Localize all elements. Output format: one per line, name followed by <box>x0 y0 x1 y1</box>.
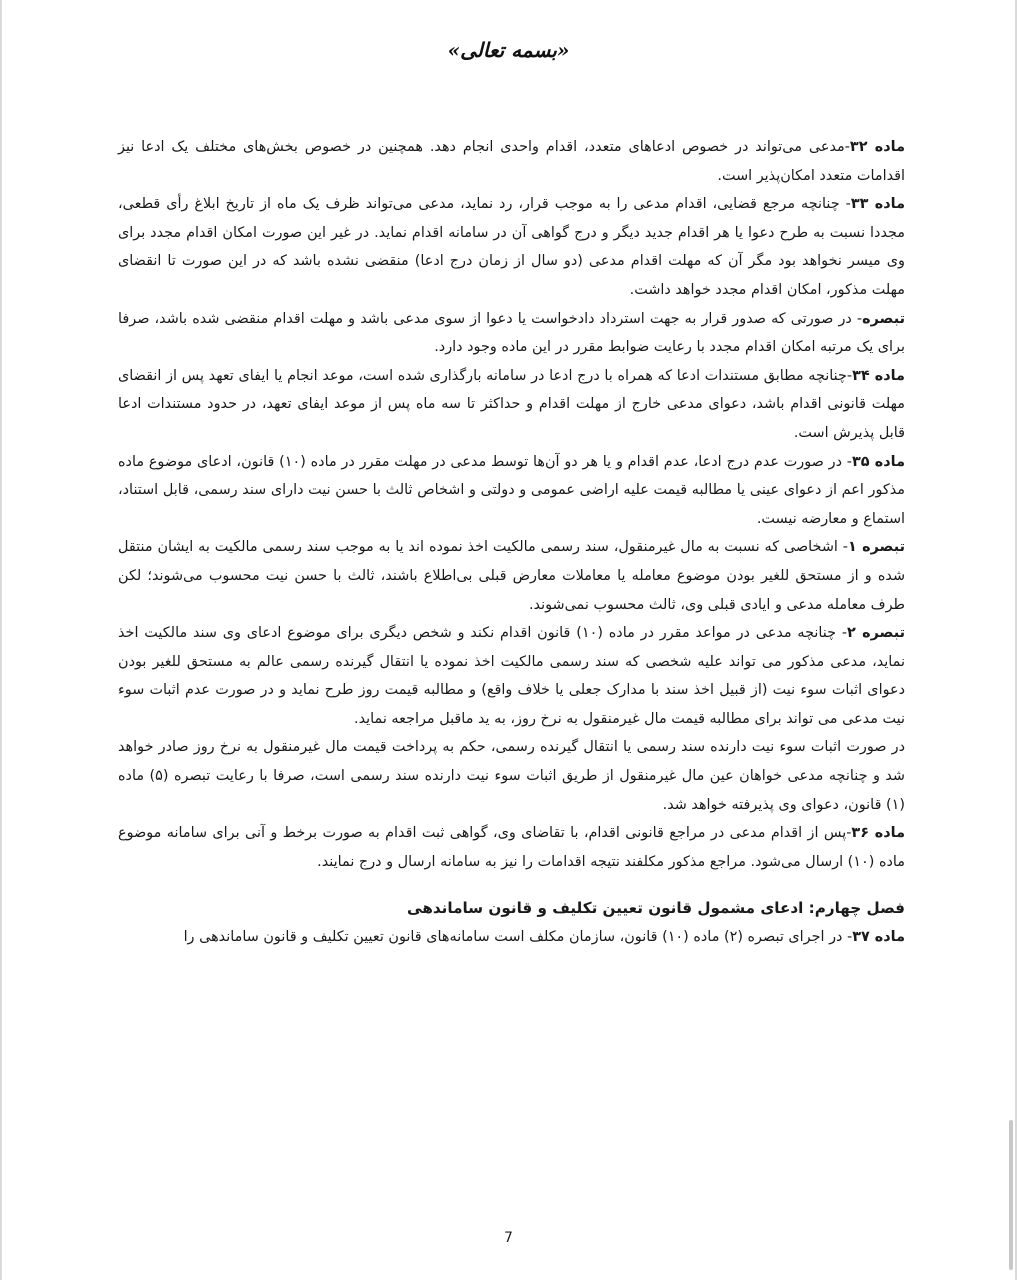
article-label: ماده ۳۶ <box>851 825 905 842</box>
note-label: تبصره ۲ <box>847 625 905 642</box>
article-35 <box>118 448 905 534</box>
note-text: - چنانچه مدعی در مواعد مقرر در ماده (۱۰) قانون اقدام نکند و شخص دیگری برای موضوع ادعای وی سند مالکیت اخذ نماید، مدعی مذکور می تواند علیه شخصی که سند رسمی مالکیت اخذ نموده یا انتقال گیرنده رسمی عالم به مستحق للغیر بودن دعوای اثبات سوء نیت (از قبیل اخذ سند با مدارک جعلی یا خلاف واقع) و مطالبه قیمت روز طرح نماید و در صورت عدم اثبات سوء نیت مدعی می تواند برای مطالبه قیمت مال غیرمنقول به نرخ روز، به ید ماقبل مراجعه نماید. <box>118 625 905 727</box>
document-body <box>118 133 905 952</box>
note-label: تبصره <box>862 310 905 327</box>
article-label: ماده ۳۵ <box>852 453 905 470</box>
article-text: -چنانچه مطابق مستندات ادعا که همراه با درج ادعا در سامانه بارگذاری شده است، موعد انجام یا ایفای تعهد پس از انقضای مهلت قانونی اقدام باشد، دعوای مدعی خارج از مهلت اقدام و حداکثر تا سه ماه پس از موعد ایفای تعهد، در حدود مستندات ادعا قابل پذیرش است. <box>118 367 905 441</box>
chapter-heading: فصل چهارم: ادعای مشمول قانون تعیین تکلیف و قانون ساماندهی <box>407 899 905 918</box>
page-number: 7 <box>504 1230 513 1246</box>
article-label: ماده ۳۲ <box>849 139 905 155</box>
article-32 <box>118 133 905 190</box>
note-2-continuation <box>118 733 905 819</box>
article-text: - در صورت عدم درج ادعا، عدم اقدام و یا هر دو آن‌ها توسط مدعی در مهلت مقرر در ماده (۱۰) قانون، ادعای موضوع ماده مذکور اعم از دعوای عینی یا مطالبه قیمت علیه اراضی عمومی و دولتی و اشخاص ثالث با حسن نیت دارای سند رسمی، قابل استناد، استماع و معارضه نیست. <box>118 453 905 527</box>
section-spacer <box>118 876 905 894</box>
scrollbar-thumb[interactable] <box>1009 1120 1013 1270</box>
article-label: ماده ۳۷ <box>852 929 905 946</box>
note-1-article-35 <box>118 533 905 619</box>
note-article-33 <box>118 305 905 362</box>
article-label: ماده ۳۳ <box>850 196 905 213</box>
article-36 <box>118 819 905 876</box>
note-text: - در صورتی که صدور قرار به جهت استرداد دادخواست یا دعوا از سوی مدعی باشد و مهلت اقدام منقضی شده باشد، صرفا برای یک مرتبه امکان اقدام مجدد با رعایت ضوابط مقرر در این ماده وجود دارد. <box>118 310 905 356</box>
article-text: -مدعی می‌تواند در خصوص ادعاهای متعدد، اقدام واحدی انجام دهد. همچنین در خصوص بخش‌های مختلف یک ادعا نیز اقدامات متعدد امکان‌پذیر است. <box>118 139 905 184</box>
article-label: ماده ۳۴ <box>852 367 905 384</box>
note-2-article-35 <box>118 619 905 733</box>
article-text: - چنانچه مرجع قضایی، اقدام مدعی را به موجب قرار، رد نماید، مدعی می‌تواند ظرف یک ماه از تاریخ ابلاغ رأی قطعی، مجددا نسبت به طرح دعوا یا هر اقدام جدید دیگر و درج گواهی آن در سامانه اقدام نماید. در غیر این صورت امکان اقدام مجدد برای وی میسر نخواهد بود مگر آن که مهلت اقدام مدعی (دو سال از زمان درج ادعا) منقضی نشده باشد که در این صورت تا انقضای مهلت مذکور، امکان اقدام مجدد خواهد داشت. <box>118 196 905 298</box>
article-text: - در اجرای تبصره (۲) ماده (۱۰) قانون، سازمان مکلف است سامانه‌های قانون تعیین تکلیف و قانون ساماندهی را <box>183 929 853 946</box>
note-label: تبصره ۱ <box>847 539 905 556</box>
article-37 <box>118 923 905 952</box>
paragraph-text: در صورت اثبات سوء نیت دارنده سند رسمی یا انتقال گیرنده رسمی، حکم به پرداخت قیمت مال غیرمنقول به نرخ روز صادر خواهد شد و چنانچه مدعی خواهان عین مال غیرمنقول از طریق اثبات سوء نیت دارنده سند رسمی است، صرفا با رعایت تبصره (۵) ماده (۱) قانون، دعوای وی پذیرفته خواهد شد. <box>118 739 905 813</box>
article-34 <box>118 362 905 448</box>
article-text: -پس از اقدام مدعی در مراجع قانونی اقدام، با تقاضای وی، گواهی ثبت اقدام به صورت برخط و آنی برای سامانه موضوع ماده (۱۰) ارسال می‌شود. مراجع مذکور مکلفند نتیجه اقدامات را نیز به سامانه ارسال و درج نمایند. <box>118 825 905 870</box>
note-text: - اشخاصی که نسبت به مال غیرمنقول، سند رسمی مالکیت اخذ نموده اند یا به موجب سند رسمی مالکیت به ایشان منتقل شده و از مستحق للغیر بودن موضوع معامله یا معاملات معارض قبلی بی‌اطلاع باشند، ثالث با حسن نیت محسوب می‌شوند؛ لکن طرف معامله مدعی و ایادی قبلی وی، ثالث محسوب نمی‌شوند. <box>118 539 905 613</box>
page-invocation-header: «بسمه تعالی» <box>447 38 570 62</box>
article-33 <box>118 190 905 304</box>
